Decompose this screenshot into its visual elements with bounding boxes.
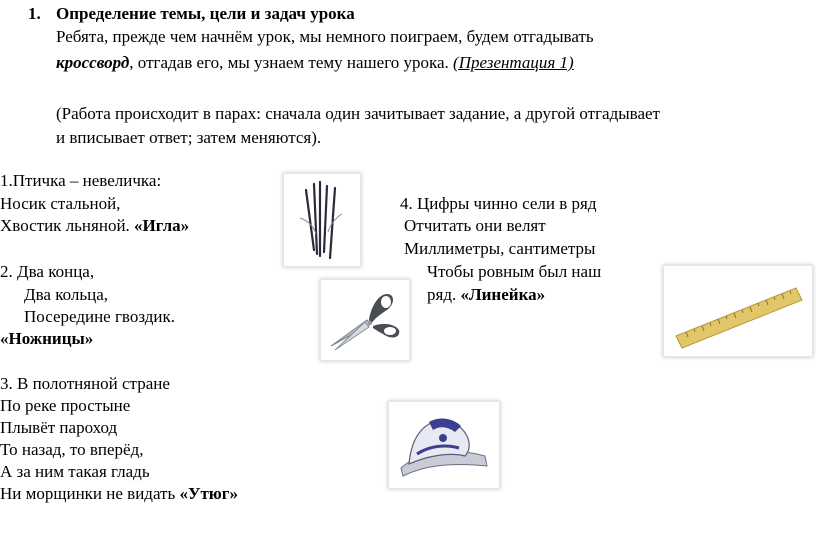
riddle3-line-6 — [0, 484, 238, 504]
needles-image-icon — [283, 173, 361, 267]
riddle3-answer: «Утюг» — [179, 484, 239, 503]
riddle2-line-3: Посередине гвоздик. — [24, 307, 176, 326]
riddle1-line-2: Носик стальной, — [0, 194, 121, 213]
riddle2-answer: «Ножницы» — [0, 329, 94, 348]
section-title: Определение темы, цели и задач урока — [56, 4, 355, 23]
riddle4-answer: «Линейка» — [460, 285, 546, 304]
scissors-drawing — [321, 280, 409, 360]
riddle3-line-6-text: Ни морщинки не видать — [0, 484, 180, 503]
riddle4-line-2: Отчитать они велят — [404, 216, 546, 235]
riddle1-answer: «Игла» — [134, 216, 190, 235]
note-line-1: (Работа происходит в парах: сначала один зачитывает задание, а другой отгадывает — [56, 104, 660, 123]
intro-line-1: Ребята, прежде чем начнём урок, мы немного поиграем, будем отгадывать — [56, 27, 594, 46]
intro-line-2 — [56, 53, 574, 73]
riddle1-line-3-text: Хвостик льняной. — [0, 216, 135, 235]
ruler-image-icon — [663, 265, 813, 357]
riddle3-line-5: А за ним такая гладь — [0, 462, 150, 481]
riddle4-line-5 — [427, 285, 545, 305]
riddle4-line-3: Миллиметры, сантиметры — [404, 239, 596, 258]
riddle3-line-4: То назад, то вперёд, — [0, 440, 144, 459]
riddle1-line-1: 1.Птичка – невеличка: — [0, 171, 162, 190]
iron-drawing — [389, 402, 499, 488]
riddle2-line-2: Два кольца, — [24, 285, 108, 304]
iron-image-icon — [388, 401, 500, 489]
riddle3-line-1: 3. В полотняной стране — [0, 374, 170, 393]
riddle3-line-2: По реке простыне — [0, 396, 131, 415]
scissors-image-icon — [320, 279, 410, 361]
needles-drawing — [284, 174, 360, 266]
riddle1-line-3 — [0, 216, 189, 236]
riddle4-line-4: Чтобы ровным был наш — [427, 262, 602, 281]
crossword-word: кроссворд — [56, 53, 130, 72]
riddle4-line-5-text: ряд. — [427, 285, 461, 304]
riddle2-line-1: 2. Два конца, — [0, 262, 95, 281]
riddle4-line-1: 4. Цифры чинно сели в ряд — [400, 194, 597, 213]
intro-line-2-rest: , отгадав его, мы узнаем тему нашего урока. — [129, 53, 454, 72]
riddle3-line-3: Плывёт пароход — [0, 418, 118, 437]
ruler-drawing — [664, 266, 812, 356]
presentation-ref: (Презентация 1) — [453, 53, 574, 72]
section-number: 1. — [28, 4, 41, 23]
note-line-2: и вписывает ответ; затем меняются). — [56, 128, 322, 147]
